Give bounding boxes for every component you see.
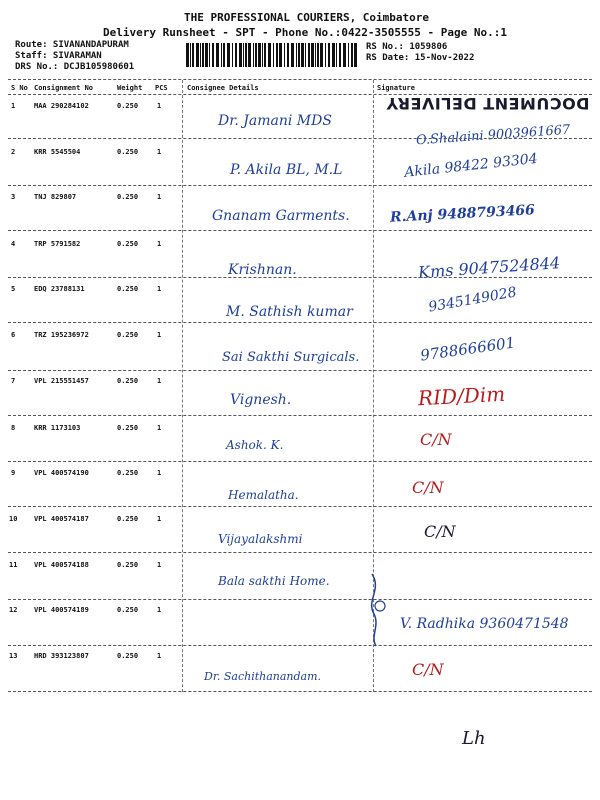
col-weight: Weight (117, 84, 143, 92)
barcode-bar (243, 43, 244, 67)
row-pcs: 1 (157, 515, 162, 523)
row-divider (8, 506, 592, 507)
barcode-bar (328, 43, 330, 67)
row-signature: C/N (420, 430, 452, 449)
row-signature: C/N (424, 522, 456, 541)
barcode-bar (348, 43, 349, 67)
barcode-bar (325, 43, 326, 67)
row-pcs: 1 (157, 606, 162, 614)
barcode-bar (279, 43, 282, 67)
row-sno: 13 (9, 652, 18, 660)
barcode-bar (253, 43, 254, 67)
barcode-bar (336, 43, 337, 67)
row-weight: 0.250 (117, 561, 139, 569)
row-weight: 0.250 (117, 377, 139, 385)
row-consignee: Sai Sakthi Surgicals. (222, 350, 360, 365)
row-consignment: VPL 400574189 (34, 606, 89, 614)
barcode-bar (209, 43, 210, 67)
row-consignment: VPL 400574190 (34, 469, 89, 477)
barcode-bar (320, 43, 323, 67)
col-pcs: PCS (155, 84, 168, 92)
row-sno: 6 (11, 331, 16, 339)
barcode-bar (276, 43, 278, 67)
row-consignee: Gnanam Garments. (212, 208, 350, 224)
barcode-bar (190, 43, 191, 67)
row-signature: V. Radhika 9360471548 (400, 616, 569, 632)
row-pcs: 1 (157, 240, 162, 248)
row-consignment: MAA 290284102 (34, 102, 89, 110)
row-sno: 4 (11, 240, 16, 248)
barcode-bar (255, 43, 257, 67)
row-divider (8, 599, 592, 600)
barcode-bar (343, 43, 346, 67)
staff-label: Staff: SIVARAMAN (15, 51, 102, 61)
barcode-bar (305, 43, 306, 67)
col-consignment: Consignment No (34, 84, 94, 92)
rs-date: RS Date: 15-Nov-2022 (366, 53, 475, 63)
row-sno: 7 (11, 377, 16, 385)
row-consignee: Hemalatha. (228, 488, 299, 502)
row-weight: 0.250 (117, 240, 139, 248)
company-title: THE PROFESSIONAL COURIERS, Coimbatore (184, 11, 430, 24)
drs-label: DRS No.: DCJB105980601 (15, 62, 135, 72)
row-sno: 8 (11, 424, 16, 432)
row-pcs: 1 (157, 377, 162, 385)
row-consignee: Vijayalakshmi (218, 532, 303, 546)
barcode-bar (284, 43, 285, 67)
row-pcs: 1 (157, 102, 162, 110)
row-consignment: HRD 393123807 (34, 652, 89, 660)
header-rule-top (8, 79, 592, 80)
row-weight: 0.250 (117, 652, 139, 660)
row-pcs: 1 (157, 469, 162, 477)
row-consignee: Dr. Sachithanandam. (204, 670, 322, 683)
row-signature: Kms 9047524844 (417, 253, 561, 282)
row-weight: 0.250 (117, 285, 139, 293)
row-signature: Akila 98422 93304 (403, 150, 539, 181)
row-divider (8, 552, 592, 553)
row-sno: 5 (11, 285, 16, 293)
row-weight: 0.250 (117, 424, 139, 432)
barcode-bar (227, 43, 230, 67)
runsheet-title: Delivery Runsheet - SPT - Phone No.:0422-3505555 - Page No.:1 (103, 26, 507, 39)
barcode-bar (235, 43, 237, 67)
row-weight: 0.250 (117, 515, 139, 523)
barcode-bar (205, 43, 208, 67)
barcode-bar (301, 43, 304, 67)
barcode-bar (351, 43, 353, 67)
row-signature: O.Shalaini 9003961667 (415, 122, 571, 149)
row-divider (8, 645, 592, 646)
col-signature: Signature (377, 84, 415, 92)
barcode-bar (317, 43, 319, 67)
row-sno: 10 (9, 515, 18, 523)
row-pcs: 1 (157, 561, 162, 569)
barcode-bar (273, 43, 274, 67)
row-consignment: KRR 1173103 (34, 424, 81, 432)
row-divider (8, 415, 592, 416)
row-divider (8, 370, 592, 371)
row-consignee: Ashok. K. (226, 438, 284, 452)
row-consignment: VPL 215551457 (34, 377, 89, 385)
column-divider (182, 80, 183, 692)
row-sno: 2 (11, 148, 16, 156)
row-consignment: TRZ 195236972 (34, 331, 89, 339)
barcode-bar (221, 43, 222, 67)
row-weight: 0.250 (117, 193, 139, 201)
row-signature: C/N (412, 478, 444, 497)
barcode-bar (291, 43, 294, 67)
barcode-bar (332, 43, 335, 67)
row-consignment: EDQ 23788131 (34, 285, 85, 293)
row-consignee: Krishnan. (228, 262, 297, 278)
row-signature: 9345149028 (427, 284, 518, 316)
barcode-bar (192, 43, 194, 67)
row-pcs: 1 (157, 424, 162, 432)
row-pcs: 1 (157, 193, 162, 201)
document-delivery-stamp: DOCUMENT DELIVERY (386, 94, 590, 113)
footer-initials: Lh (462, 728, 486, 749)
row-pcs: 1 (157, 148, 162, 156)
barcode-bar (308, 43, 310, 67)
barcode-bar (287, 43, 289, 67)
row-weight: 0.250 (117, 331, 139, 339)
row-divider (8, 461, 592, 462)
row-divider (8, 691, 592, 692)
barcode-bar (262, 43, 263, 67)
route-label: Route: SIVANANDAPURAM (15, 40, 129, 50)
barcode-bar (232, 43, 233, 67)
row-consignee: M. Sathish kumar (226, 304, 353, 320)
row-consignee: Vignesh. (230, 392, 292, 408)
row-consignee: Dr. Jamani MDS (218, 113, 332, 129)
handwritten-brace (352, 570, 392, 650)
row-sno: 11 (9, 561, 18, 569)
barcode-bar (212, 43, 214, 67)
barcode-bar (248, 43, 251, 67)
row-pcs: 1 (157, 652, 162, 660)
row-consignment: KRR 5545504 (34, 148, 81, 156)
row-consignment: TRP 5791582 (34, 240, 81, 248)
row-sno: 3 (11, 193, 16, 201)
barcode-bar (196, 43, 199, 67)
barcode-bar (315, 43, 316, 67)
row-consignment: VPL 400574188 (34, 561, 89, 569)
barcode-bar (354, 43, 357, 67)
row-consignment: TNJ 829807 (34, 193, 77, 201)
rs-number: RS No.: 1059806 (366, 42, 448, 52)
row-signature: C/N (412, 660, 444, 679)
row-signature: RID/Dim (417, 381, 506, 411)
row-weight: 0.250 (117, 469, 139, 477)
barcode-bar (186, 43, 189, 67)
barcode-bar (264, 43, 266, 67)
col-sno: S No (11, 84, 28, 92)
barcode-bar (200, 43, 201, 67)
row-consignee: Bala sakthi Home. (218, 574, 330, 588)
row-weight: 0.250 (117, 148, 139, 156)
col-consignee: Consignee Details (187, 84, 259, 92)
barcode-bar (268, 43, 271, 67)
row-sno: 9 (11, 469, 16, 477)
row-consignee: P. Akila BL, M.L (230, 162, 343, 178)
row-sno: 1 (11, 102, 16, 110)
row-pcs: 1 (157, 331, 162, 339)
barcode-bar (298, 43, 300, 67)
row-divider (8, 277, 592, 278)
barcode-bar (258, 43, 261, 67)
row-signature: R.Anj 9488793466 (389, 202, 536, 226)
row-divider (8, 185, 592, 186)
barcode-bar (311, 43, 314, 67)
row-divider (8, 138, 592, 139)
barcode-bar (339, 43, 341, 67)
barcode-bar (239, 43, 242, 67)
row-divider (8, 322, 592, 323)
row-consignment: VPL 400574187 (34, 515, 89, 523)
barcode-bar (202, 43, 204, 67)
barcode-bar (296, 43, 297, 67)
row-sno: 12 (9, 606, 18, 614)
row-weight: 0.250 (117, 102, 139, 110)
row-divider (8, 230, 592, 231)
barcode-bar (245, 43, 247, 67)
barcode-bar (223, 43, 225, 67)
row-signature: 9788666601 (419, 333, 517, 365)
row-pcs: 1 (157, 285, 162, 293)
row-weight: 0.250 (117, 606, 139, 614)
barcode-bar (216, 43, 219, 67)
barcode (186, 43, 358, 69)
